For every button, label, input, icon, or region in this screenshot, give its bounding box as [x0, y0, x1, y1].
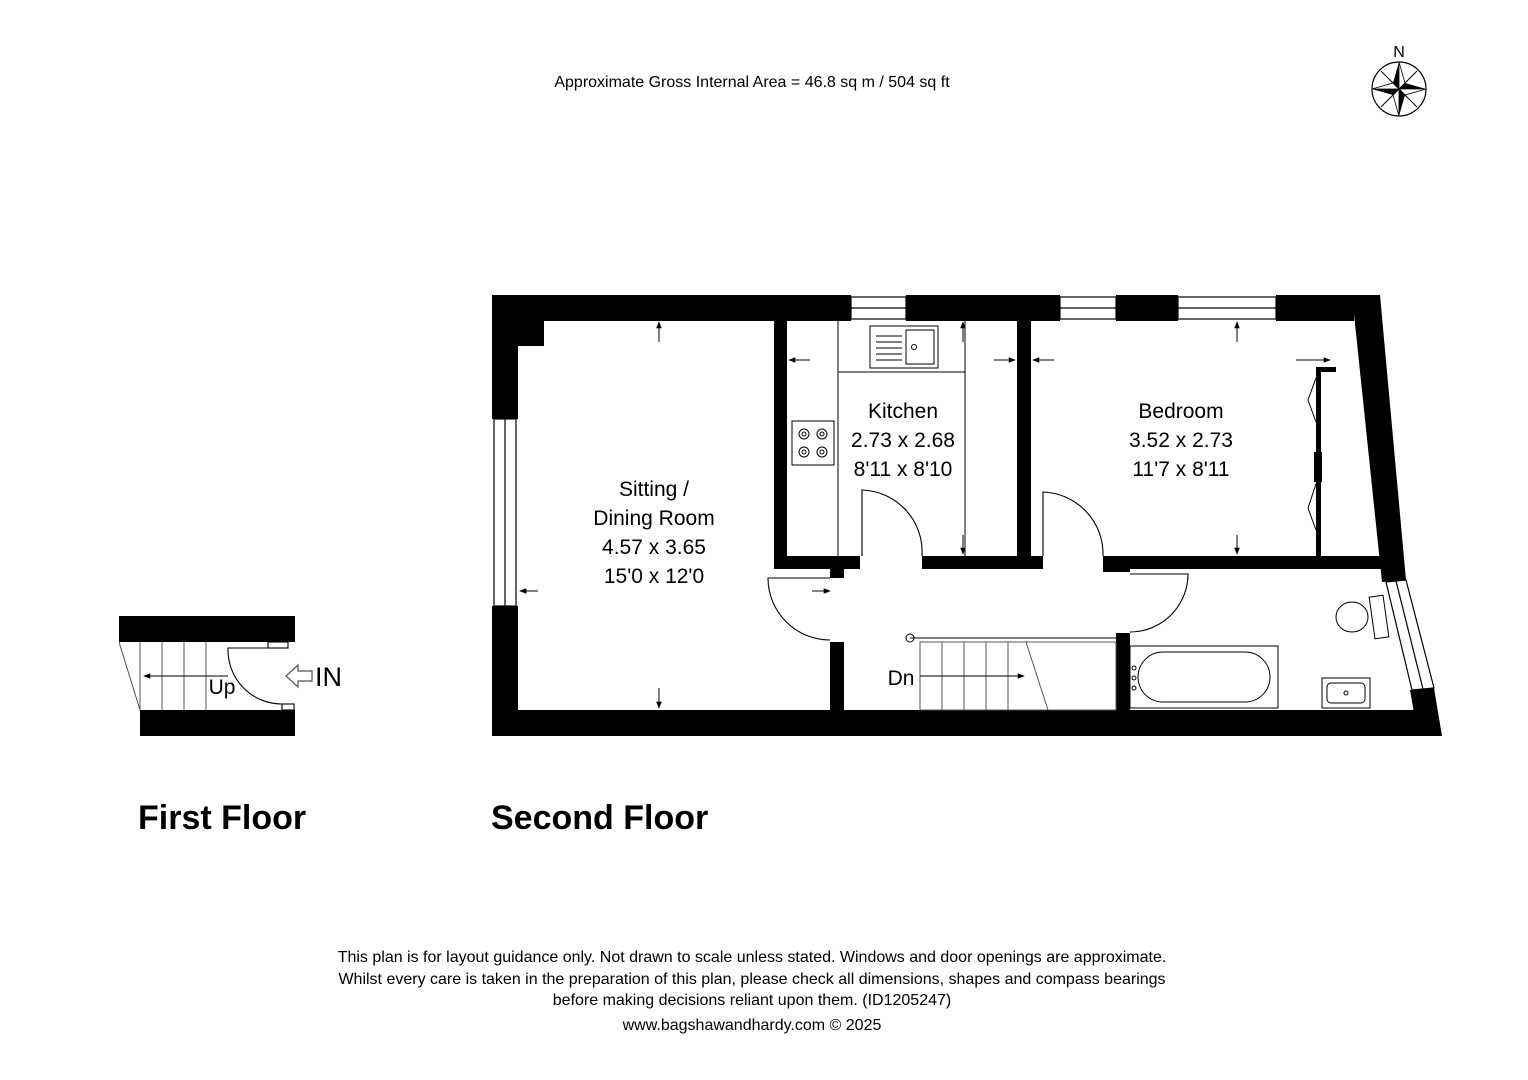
entry-label: IN — [315, 662, 342, 692]
door-bedroom — [1043, 492, 1103, 556]
door-sitting — [768, 578, 830, 640]
bathroom-fixtures — [1130, 595, 1389, 708]
second-floor-plan — [492, 295, 1442, 736]
first-floor-plan — [119, 616, 342, 736]
kitchen-metric: 2.73 x 2.68 — [851, 429, 955, 452]
first-floor-heading: First Floor — [138, 799, 307, 837]
compass-icon — [1372, 44, 1426, 116]
disclaimer-line-1: This plan is for layout guidance only. Not drawn to scale unless stated. Windows and door openings are approximate. — [337, 949, 1167, 966]
door-bathroom — [1130, 574, 1188, 632]
disclaimer-line-2: Whilst every care is taken in the preparation of this plan, please check all dimensions, shapes and compass bearings — [338, 971, 1166, 988]
bedroom-label: Bedroom — [1138, 400, 1224, 423]
stairs-down-label: Dn — [887, 667, 915, 690]
kitchen-imperial: 8'11 x 8'10 — [853, 458, 953, 481]
sitting-room-label: Sitting / — [618, 478, 690, 501]
bedroom-metric: 3.52 x 2.73 — [1129, 429, 1233, 452]
hob-icon — [792, 421, 834, 465]
basin-icon — [1322, 678, 1370, 708]
stairs-down — [906, 634, 1116, 710]
internal-walls — [774, 321, 1382, 736]
bath-icon — [1130, 646, 1278, 708]
copyright-line: www.bagshawandhardy.com © 2025 — [622, 1017, 882, 1034]
disclaimer — [338, 949, 1167, 1034]
kitchen-label: Kitchen — [867, 400, 939, 423]
entry-arrow-icon — [286, 665, 312, 687]
disclaimer-line-3: before making decisions reliant upon them. (ID1205247) — [552, 992, 952, 1009]
area-summary: Approximate Gross Internal Area = 46.8 sq m / 504 sq ft — [554, 74, 950, 91]
door-kitchen — [862, 490, 922, 556]
bedroom-imperial: 11'7 x 8'11 — [1132, 458, 1230, 481]
toilet-icon — [1336, 595, 1389, 639]
sitting-room-imperial: 15'0 x 12'0 — [603, 565, 705, 588]
second-floor-heading: Second Floor — [491, 799, 709, 837]
compass-north-label: N — [1393, 44, 1405, 61]
first-floor-door — [228, 642, 294, 710]
sitting-room-metric: 4.57 x 3.65 — [602, 536, 706, 559]
sink-icon — [870, 326, 938, 368]
stairs-up-label: Up — [208, 676, 236, 699]
sitting-room-label-2: Dining Room — [593, 507, 715, 530]
